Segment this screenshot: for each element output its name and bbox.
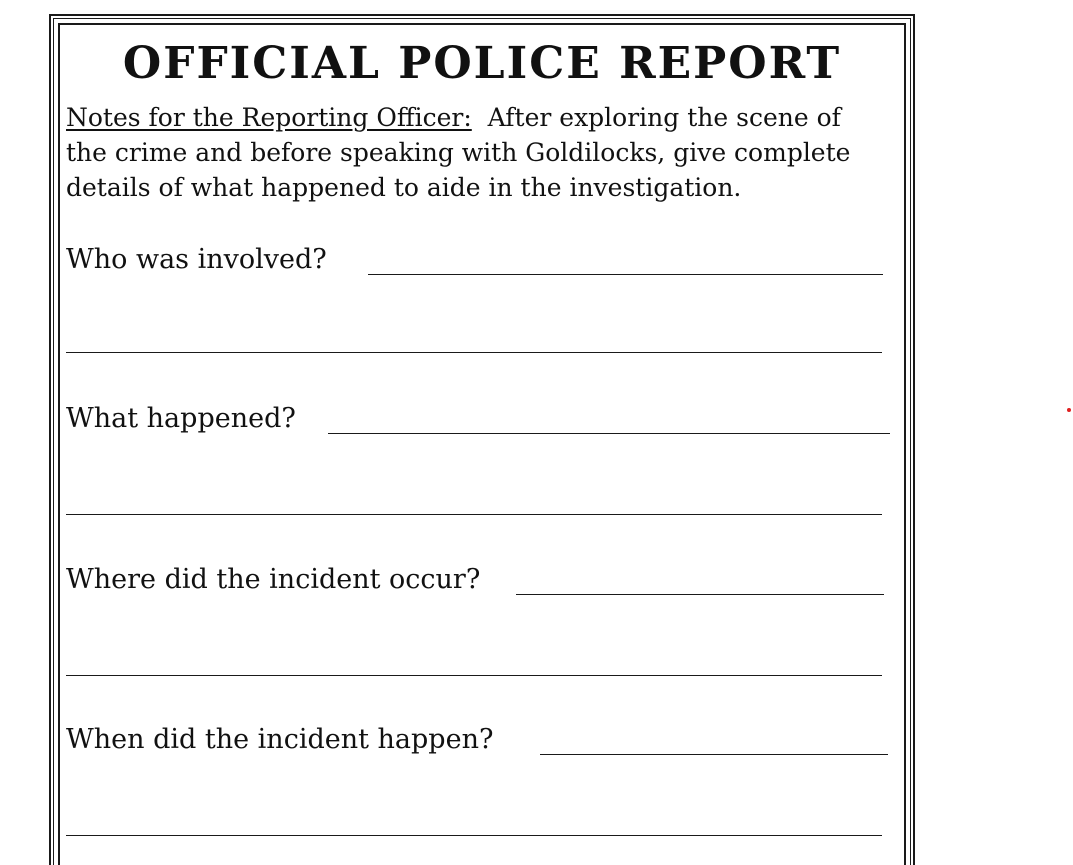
- question-what: What happened?: [66, 403, 296, 434]
- answer-line-what-1[interactable]: [328, 433, 890, 434]
- report-title: OFFICIAL POLICE REPORT: [122, 38, 842, 89]
- question-who: Who was involved?: [66, 244, 327, 275]
- answer-line-what-2[interactable]: [66, 514, 882, 515]
- answer-line-when-1[interactable]: [540, 754, 888, 755]
- notes-label: Notes for the Reporting Officer:: [66, 103, 472, 132]
- red-dot-marker: [1067, 408, 1071, 412]
- answer-line-where-1[interactable]: [516, 594, 884, 595]
- officer-notes: [66, 100, 896, 205]
- notes-line-1-text: After exploring the scene of: [471, 103, 841, 132]
- notes-line-1: [66, 100, 896, 135]
- notes-line-2: the crime and before speaking with Goldilocks, give complete: [66, 138, 851, 167]
- answer-line-when-2[interactable]: [66, 835, 882, 836]
- question-when: When did the incident happen?: [66, 724, 494, 755]
- question-where: Where did the incident occur?: [66, 564, 481, 595]
- notes-line-3: details of what happened to aide in the investigation.: [66, 173, 742, 202]
- answer-line-where-2[interactable]: [66, 675, 882, 676]
- answer-line-who-1[interactable]: [368, 274, 883, 275]
- answer-line-who-2[interactable]: [66, 352, 882, 353]
